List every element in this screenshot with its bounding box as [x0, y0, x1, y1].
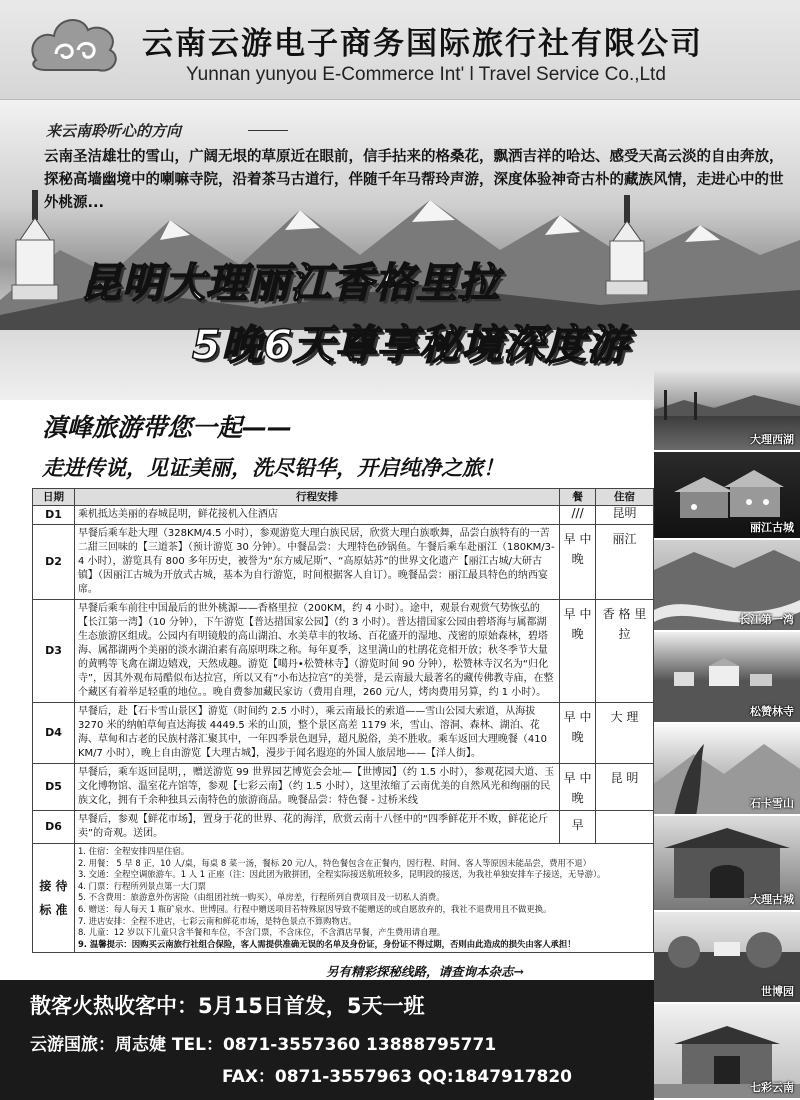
photo-caption: 松赞林寺 — [750, 705, 794, 718]
day-cell: D3 — [33, 600, 75, 703]
header-hotel: 住宿 — [596, 489, 654, 506]
photo-caption: 七彩云南 — [750, 1081, 794, 1094]
itinerary-cell: 早餐后乘车前往中国最后的世外桃源——香格里拉（200KM，约 4 小时）。途中，观景台观赏气势恢弘的【长江第一湾】（10 分钟），下午游览【普达措国家公园】（约 3 小时）。普达措国家公园由碧塔海与属都湖生态旅游区组成。公园内有明镜般的高山湖泊、水美草丰的牧场、百花盛开的湿地、茂密的原始森林，碧塔海、属都湖两个美丽的淡水湖泊素有高原明珠之称。每年夏季，这里满山的杜鹃花竞相开放；秋冬季节大量的黄鸭等飞禽在湖边嬉戏，天然成趣。游览【噶丹•松赞林寺】（游览时间 90 分钟），松赞林寺汉名为“归化寺”，因其外观布局酷似布达拉宫，所以又有“小布达拉宫”的美誉，是云南最大最著名的藏传佛教寺庙，在整个藏区有着举足轻重的地位。。晚自费参加藏民家访（费用自理，260 元/人，烤肉费用另算，约 1 小时）。 — [74, 600, 559, 703]
meal-cell: /// — [560, 506, 596, 525]
photo-caption: 长江第一湾 — [739, 613, 794, 626]
route-subtitle: 5晚6天尊享秘境深度游 — [192, 321, 630, 369]
day-cell: D6 — [33, 811, 75, 844]
note-item: 5. 不含费用：旅游意外伤害险（由组团社统一购买），单房差，行程所列自费项目及一切私人消费。 — [77, 892, 445, 903]
itinerary-cell: 早餐后乘车赴大理（328KM/4.5 小时），参观游览大理白族民居，欣赏大理白族歌舞，品尝白族特有的一苦二甜三回味的【三道茶】（预计游览 30 分钟）。中餐品尝：大理特色砂锅鱼。午餐后乘车赴丽江（180KM/3-4 小时），游览具有 800 多年历史，被誉为“东方威尼斯”、“高原姑苏”的世界文化遗产【丽江古城/大研古镇】（因丽江古城为开放式古城，基本为自行游览，时间根据客人自订）。晚餐品尝：丽江最具特色的纳西宴席。 — [74, 525, 559, 600]
day-cell: D4 — [33, 703, 75, 764]
photo-caption: 大理西湖 — [750, 433, 794, 446]
header — [0, 0, 800, 100]
note-item: 9. 温馨提示：因购买云南旅行社组合保险，客人需提供准确无误的名单及身份证，身份证不得过期，否则由此造成的损失由客人承担！ — [77, 938, 576, 949]
day-cell: D1 — [33, 506, 75, 525]
photo-shika-snow-mountain — [654, 724, 800, 816]
hotel-cell: 昆明 — [596, 506, 654, 525]
departure-info: 散客火热收客中：5月15日首发，5天一班 — [30, 994, 425, 1018]
header-day: 日期 — [33, 489, 75, 506]
photo-caption: 石卡雪山 — [750, 797, 794, 810]
note-item: 8. 儿童：12 岁以下儿童只含半餐和车位，不含门票，不含床位，不含酒店早餐，产生费用请自理。 — [77, 927, 446, 938]
table-header-row — [33, 489, 654, 506]
itinerary-table — [32, 488, 654, 953]
slogan-divider — [248, 130, 288, 131]
meal-cell: 早 — [560, 811, 596, 844]
note-item: 4. 门票：行程所列景点第一大门票 — [77, 880, 206, 891]
meal-cell: 早 中 晚 — [560, 703, 596, 764]
note-item: 7. 进店安排：全程不进店，七彩云南和鲜花市场，是特色景点不算购物店。 — [77, 915, 357, 926]
itinerary-cell: 早餐后，参观【鲜花市场】，置身于花的世界、花的海洋，欣赏云南十八怪中的“四季鲜花开不败，鲜花论斤卖”的奇观。送团。 — [74, 811, 559, 844]
hotel-cell — [596, 811, 654, 844]
meal-cell: 早 中 晚 — [560, 600, 596, 703]
table-row — [33, 525, 654, 600]
itinerary-cell: 早餐后，乘车返回昆明，，赠送游览 99 世界园艺博览会会址—【世博园】（约 1.5 小时），参观花园大道、玉文化博物馆、温室花卉馆等，参观【七彩云南】（约 1.5 小时），这里浓缩了云南优美的自然风光和绚丽的民族文化，拥有千余种独具云南特色的旅游商品。晚餐品尝：特色餐 - 过桥米线 — [74, 764, 559, 811]
meal-cell: 早 中 晚 — [560, 525, 596, 600]
photo-songzanlin — [654, 632, 800, 724]
notes-row — [33, 844, 654, 953]
table-row — [33, 764, 654, 811]
photo-dali-lake — [654, 370, 800, 452]
table-row — [33, 811, 654, 844]
photo-expo-garden — [654, 912, 800, 1004]
note-item: 1. 住宿：全程安排四星住宿。 — [77, 846, 190, 856]
itinerary-cell: 乘机抵达美丽的春城昆明，鲜花接机入住酒店 — [74, 506, 559, 525]
company-name-cn: 云南云游电子商务国际旅行社有限公司 — [142, 26, 703, 62]
note-item: 2. 用餐： 5 早 8 正，10 人/桌，每桌 8 菜一汤，餐标 20 元/人，特色餐包含在正餐内，因行程、时间、客人等原因未能品尝，费用不退） — [77, 857, 591, 868]
itinerary-cell: 早餐后，赴【石卡雪山景区】游览（时间约 2.5 小时），乘云南最长的索道——雪山公园大索道，从海拔 3270 米的纳帕草甸直达海拔 4449.5 米的山顶，整个景区高差 1179 米，雪山、溶洞、森林、湖泊、花海、草甸和古老的民族村落汇聚其中，一年四季景色迥异，超凡脱俗，美不胜收。乘车返回大理晚餐（410 KM/7 小时），晚上自由游览【大理古城】，漫步于闻名遐迩的外国人旅居地——【洋人街】。 — [74, 703, 559, 764]
cloud-logo-icon — [26, 10, 122, 82]
slogan: 来云南聆听心的方向 — [46, 122, 182, 140]
photo-yangtze-bend — [654, 540, 800, 632]
photo-caption: 丽江古城 — [750, 521, 794, 534]
hero-banner — [0, 100, 800, 400]
photo-caption: 大理古城 — [750, 893, 794, 906]
hotel-cell: 昆 明 — [596, 764, 654, 811]
tagline-secondary: 走进传说，见证美丽，洗尽铅华，开启纯净之旅！ — [42, 456, 504, 480]
table-row — [33, 600, 654, 703]
company-name-en: Yunnan yunyou E-Commerce Int' l Travel Service Co.,Ltd — [186, 64, 666, 85]
photo-caption: 世博园 — [761, 985, 794, 998]
hotel-cell: 香 格 里 拉 — [596, 600, 654, 703]
contact-fax-qq: FAX：0871-3557963 QQ:1847917820 — [222, 1067, 573, 1087]
hotel-cell: 大 理 — [596, 703, 654, 764]
contact-phone: 云游国旅：周志婕 TEL：0871-3557360 13888795771 — [30, 1035, 497, 1055]
photo-colorful-yunnan — [654, 1004, 800, 1100]
meal-cell: 早 中 晚 — [560, 764, 596, 811]
intro-paragraph: 云南圣洁雄壮的雪山，广阔无垠的草原近在眼前，信手拈来的格桑花，飘洒吉祥的哈达、感受天高云淡的自由奔放，探秘高墙幽境中的喇嘛寺院，沿着茶马古道行，伴随千年马帮玲声游，深度体验神奇古朴的藏族风情，走进心中的世外桃源... — [44, 149, 784, 211]
notes-cell — [74, 844, 653, 953]
more-routes-note: 另有精彩探秘线路，请查询本杂志→ — [326, 964, 524, 979]
note-item: 6. 赠送：每人每天 1 瓶矿泉水、世博园。行程中赠送项目若特殊原因导致不能赠送的或自愿放弃的，我社不退费用且不做更换。 — [77, 903, 552, 914]
table-row — [33, 506, 654, 525]
hotel-cell: 丽江 — [596, 525, 654, 600]
photo-lijiang-town — [654, 452, 800, 540]
header-meal: 餐 — [560, 489, 596, 506]
tagline-primary: 滇峰旅游带您一起—— — [42, 413, 293, 442]
route-title: 昆明大理丽江香格里拉 — [80, 259, 500, 307]
header-itinerary: 行程安排 — [74, 489, 559, 506]
day-cell: D2 — [33, 525, 75, 600]
table-row — [33, 703, 654, 764]
day-cell: D5 — [33, 764, 75, 811]
notes-label: 接 待 标 准 — [33, 844, 75, 953]
photo-dali-old-town — [654, 816, 800, 912]
note-item: 3. 交通：全程空调旅游车。1 人 1 正座（注：因此团为散拼团，全程实际接送航班较多，昆明段的接送，为我社单独安排车子接送，无导游）。 — [77, 869, 606, 880]
footer-contact — [0, 980, 654, 1100]
